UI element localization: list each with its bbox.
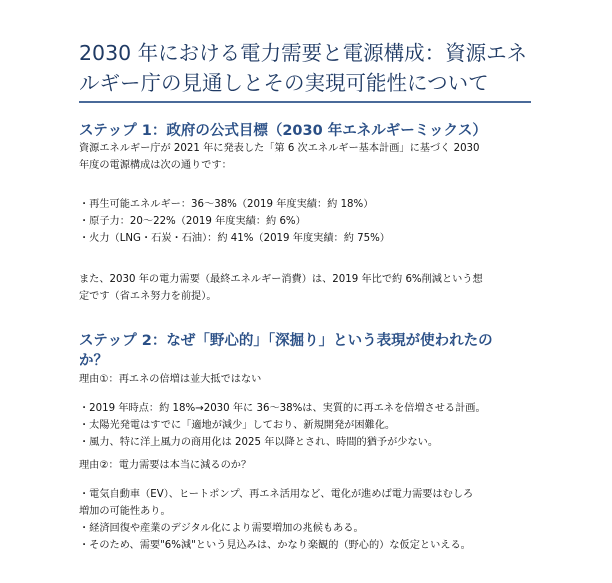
step1-intro-line-1: 資源エネルギー庁が 2021 年に発表した「第 6 次エネルギー基本計画」に基づく 2030 [79, 143, 480, 154]
bullet-nuclear: ・原子力：20〜22%（2019 年度実績：約 6%） [79, 216, 306, 227]
page-title [79, 38, 539, 98]
reason1-label: 理由①：再エネの倍増は並大抵ではない [79, 374, 262, 385]
step1-demand-line-1: また、2030 年の電力需要（最終エネルギー消費）は、2019 年比で約 6%削減という想 [79, 274, 483, 285]
reason2-bullet-3: ・そのため、需要"6%減"という見込みは、かなり楽観的（野心的）な仮定といえる。 [79, 540, 471, 551]
reason2-bullet-1: ・電気自動車（EV）、ヒートポンプ、再エネ活用など、電化が進めば電力需要はむしろ [79, 489, 474, 500]
title-line-1: 2030 年における電力需要と電源構成：資源エネ [79, 41, 528, 65]
step2-heading-line-1: ステップ 2：なぜ「野心的」「深掘り」という表現が使われたの [79, 333, 493, 349]
reason1-bullet-list [79, 400, 531, 451]
step1-intro [79, 140, 531, 174]
title-line-2: ルギー庁の見通しとその実現可能性について [79, 71, 489, 95]
reason2-bullet-list [79, 486, 531, 554]
step2-heading-line-2: か？ [79, 353, 108, 369]
step1-demand-text [79, 271, 531, 305]
reason2-label: 理由②：電力需要は本当に減るのか？ [79, 460, 252, 471]
bullet-thermal: ・火力（LNG・石炭・石油）：約 41%（2019 年度実績：約 75%） [79, 233, 390, 244]
reason1-bullet-2: ・太陽光発電はすでに「適地が減少」しており、新規開発が困難化。 [79, 420, 396, 431]
reason1-bullet-3: ・風力、特に洋上風力の商用化は 2025 年以降とされ、時間的猶予が少ない。 [79, 437, 439, 448]
step1-demand-line-2: 定です（省エネ努力を前提）。 [79, 291, 217, 302]
step1-intro-line-2: 年度の電源構成は次の通りです： [79, 160, 232, 171]
step2-heading [79, 331, 539, 371]
title-divider [79, 101, 531, 103]
bullet-renewables: ・再生可能エネルギー：36〜38%（2019 年度実績：約 18%） [79, 199, 374, 210]
reason2-bullet-1-cont: 増加の可能性あり。 [79, 506, 171, 517]
step1-bullet-list [79, 196, 531, 247]
reason2-bullet-2: ・経済回復や産業のデジタル化により需要増加の兆候もある。 [79, 523, 364, 534]
reason1-bullet-1: ・2019 年時点：約 18%→2030 年に 36〜38%は、実質的に再エネを倍増させる計画。 [79, 403, 486, 414]
step1-heading: ステップ 1：政府の公式目標（2030 年エネルギーミックス） [79, 123, 487, 139]
